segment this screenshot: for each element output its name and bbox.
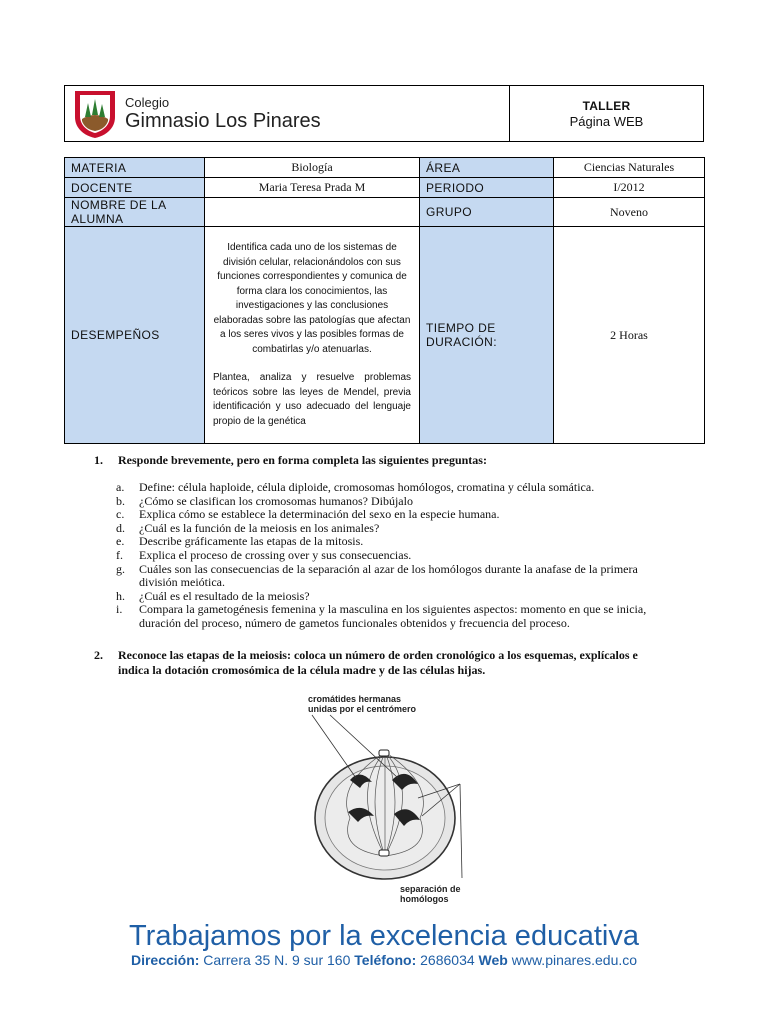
footer-slogan: Trabajamos por la excelencia educativa xyxy=(129,920,639,952)
item-letter: a. xyxy=(116,480,125,494)
desempenos-paragraph-2: Plantea, analiza y resuelve problemas teóricos sobre las leyes de Mendel, previa identificación y uso adecuado del lenguaje propio de la genética xyxy=(213,372,411,427)
footer-telefono-label: Teléfono: xyxy=(354,952,417,968)
list-item xyxy=(116,481,676,495)
taller-cell xyxy=(510,86,703,141)
list-item xyxy=(116,563,676,590)
list-item xyxy=(116,603,676,630)
meiosis-figure xyxy=(290,690,480,910)
desempenos-label: DESEMPEÑOS xyxy=(65,227,205,444)
question-1-items xyxy=(116,481,676,631)
footer-direccion-value: Carrera 35 N. 9 sur 160 xyxy=(199,952,355,968)
table-row xyxy=(65,158,705,178)
list-item xyxy=(116,590,676,604)
item-text: ¿Cuál es la función de la meiosis en los animales? xyxy=(139,520,380,535)
question-2-line-2: indica la dotación cromosómica de la célula madre y de las células hijas. xyxy=(118,663,486,677)
table-row xyxy=(65,198,705,227)
list-item xyxy=(116,495,676,509)
grupo-label: GRUPO xyxy=(420,198,554,227)
taller-subtitle: Página WEB xyxy=(569,113,644,129)
table-row xyxy=(65,178,705,198)
desempenos-paragraph-1: Identifica cada uno de los sistemas de división celular, relacionándolos con sus funciones correspondientes y comunica de forma clara los conocimientos, las investigaciones y las conclusiones elaboradas sobre las patologías que afectan a los seres vivos y las posibles formas de combatirlas y/o atenuarlas. xyxy=(213,242,411,355)
item-text: Compara la gametogénesis femenina y la masculina en los siguientes aspectos: momento en que se inicia, duración del proceso, número de gametos funcionales obtenidos y frecuencia del proceso. xyxy=(139,602,647,630)
figure-label-bottom xyxy=(400,884,461,904)
item-text: ¿Cómo se clasifican los cromosomas humanos? Dibújalo xyxy=(139,493,413,508)
desempenos-cell xyxy=(205,227,420,444)
list-item xyxy=(116,549,676,563)
docente-value: Maria Teresa Prada M xyxy=(205,178,420,198)
item-letter: e. xyxy=(116,534,125,549)
list-item xyxy=(116,508,676,522)
periodo-label: PERIODO xyxy=(420,178,554,198)
item-text: Define: célula haploide, célula diploide, cromosomas homólogos, cromatina y célula somática. xyxy=(139,480,595,494)
periodo-value: I/2012 xyxy=(554,178,705,198)
grupo-value: Noveno xyxy=(554,198,705,227)
question-1-text: Responde brevemente, pero en forma completa las siguientes preguntas: xyxy=(118,453,487,467)
footer-direccion-label: Dirección: xyxy=(130,952,200,968)
figure-label-bottom-line-1: separación de xyxy=(400,884,461,894)
alumna-value[interactable] xyxy=(205,198,420,227)
question-1-number: 1. xyxy=(94,453,103,467)
item-letter: f. xyxy=(116,547,123,562)
info-table xyxy=(64,157,705,444)
item-text: Explica cómo se establece la determinación del sexo en la especie humana. xyxy=(139,507,500,522)
footer-web-label: Web xyxy=(478,952,508,968)
school-name-big: Gimnasio Los Pinares xyxy=(125,110,321,132)
item-letter: i. xyxy=(116,602,123,617)
item-letter: d. xyxy=(116,520,125,535)
taller-title: TALLER xyxy=(582,98,631,113)
question-1 xyxy=(94,453,487,468)
item-letter: c. xyxy=(116,507,125,522)
list-item xyxy=(116,522,676,536)
item-text: Explica el proceso de crossing over y sus consecuencias. xyxy=(139,547,412,562)
materia-value: Biología xyxy=(205,158,420,178)
school-logo-cell xyxy=(65,86,510,141)
item-text: ¿Cuál es el resultado de la meiosis? xyxy=(139,588,310,603)
docente-label: DOCENTE xyxy=(65,178,205,198)
meiosis-cell-illustration xyxy=(290,690,480,910)
item-text: Describe gráficamente las etapas de la mitosis. xyxy=(139,534,364,549)
item-letter: b. xyxy=(116,493,125,508)
school-name-small: Colegio xyxy=(125,95,170,110)
school-shield-icon xyxy=(73,89,117,139)
list-item xyxy=(116,535,676,549)
question-2 xyxy=(94,648,666,678)
figure-label-top-line-1: cromátides hermanas xyxy=(308,694,402,704)
item-letter: g. xyxy=(116,561,125,576)
table-row xyxy=(65,227,705,444)
area-value: Ciencias Naturales xyxy=(554,158,705,178)
item-letter: h. xyxy=(116,588,125,603)
figure-label-bottom-line-2: homólogos xyxy=(400,894,449,904)
question-2-line-1: Reconoce las etapas de la meiosis: coloca un número de orden cronológico a los esquemas, explícalos e xyxy=(118,648,638,662)
tiempo-value: 2 Horas xyxy=(554,227,705,444)
tiempo-label: TIEMPO DE DURACIÓN: xyxy=(420,227,554,444)
question-2-number: 2. xyxy=(94,648,103,662)
footer-web-link[interactable]: www.pinares.edu.co xyxy=(507,952,638,968)
alumna-label: NOMBRE DE LA ALUMNA xyxy=(65,198,205,227)
item-text: Cuáles son las consecuencias de la separación al azar de los homólogos durante la anafase de la primera división meiótica. xyxy=(139,561,638,590)
document-header xyxy=(64,85,704,142)
school-name xyxy=(125,96,321,131)
area-label: ÁREA xyxy=(420,158,554,178)
footer-telefono-value: 2686034 xyxy=(416,952,479,968)
figure-label-top-line-2: unidas por el centrómero xyxy=(308,704,417,714)
footer-contact xyxy=(0,952,768,968)
materia-label: MATERIA xyxy=(65,158,205,178)
